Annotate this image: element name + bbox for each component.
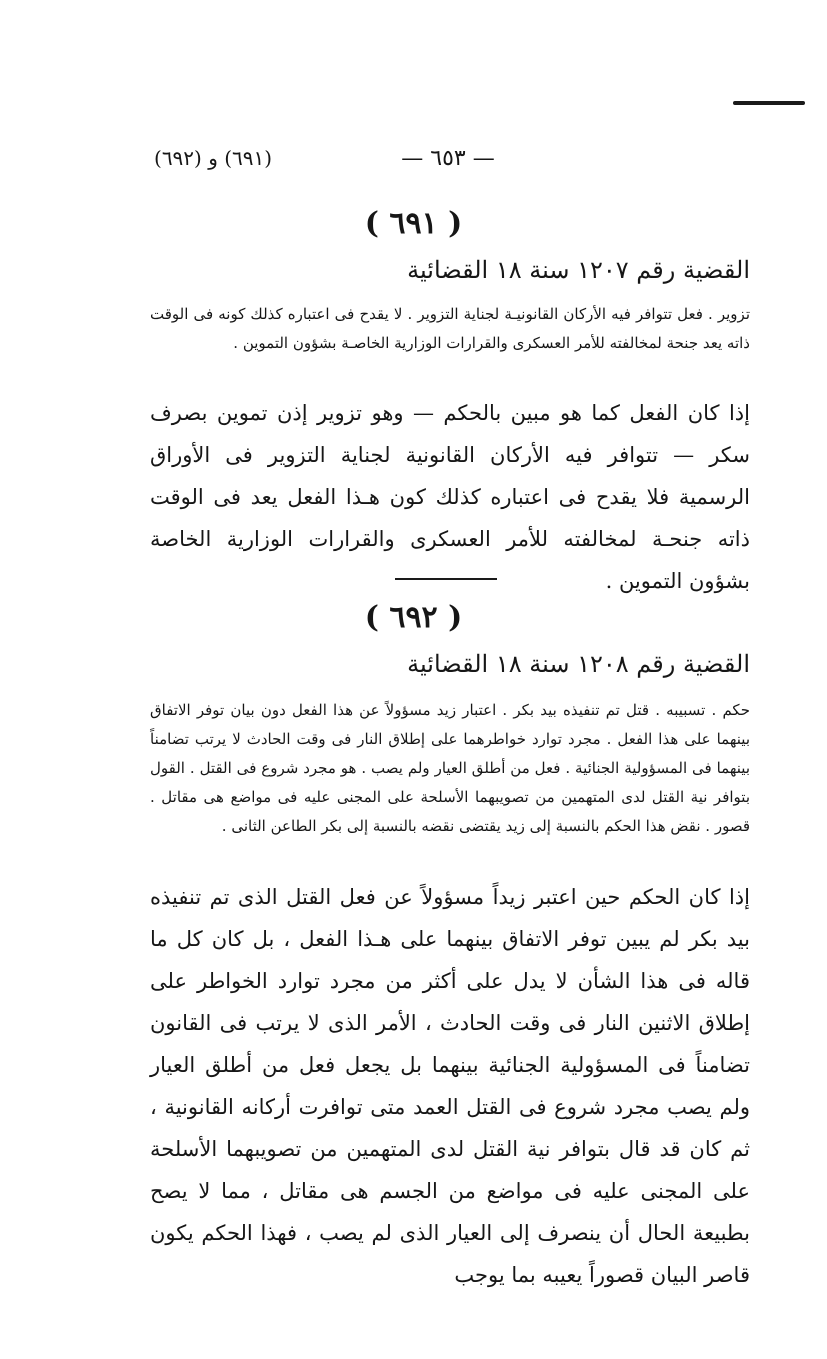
- case-body-691: إذا كان الفعل كما هو مبين بالحكم — وهو تزوير إذن تموين بصرف سكر — تتوافر فيه الأركان القانونية لجناية التزوير فى الأوراق الرسمية فلا يقدح فى اعتباره كذلك كون هـذا الفعل يعد فى الوقت ذاته جنحـة لمخالفته للأمر العسكرى والقرارات الوزارية الخاصة بشؤون التموين .: [150, 401, 750, 593]
- case-reference-691: القضية رقم ١٢٠٧ سنة ١٨ القضائية: [407, 256, 750, 284]
- header-case-range: (٦٩١) و (٦٩٢): [154, 146, 273, 170]
- case-number-691: ( ٦٩١ ): [364, 206, 463, 241]
- case-summary-691: تزوير . فعل تتوافر فيه الأركان القانونيـة لجناية التزوير . لا يقدح فى اعتباره كذلك كونه فى الوقت ذاته يعد جنحة لمخالفته للأمر العسكرى والقرارات الوزارية الخاصـة بشؤون التموين .: [150, 305, 750, 352]
- section-divider: [395, 578, 497, 580]
- page-edge-mark: [733, 101, 805, 105]
- case-reference-692: القضية رقم ١٢٠٨ سنة ١٨ القضائية: [407, 650, 750, 678]
- case-summary-692: حكم . تسبيبه . قتل تم تنفيذه بيد بكر . اعتبار زيد مسؤولاً عن هذا الفعل دون بيان توفر الاتفاق بينهما على هذا الفعل . مجرد توارد خواطرهما على إطلاق النار فى وقت الحادث لا يرتب تضامناً بينهما فى المسؤولية الجنائية . فعل من أطلق العيار ولم يصب . هو مجرد شروع فى القتل . القول بتوافر نية القتل لدى المتهمين من تصويبهما الأسلحة على المجنى عليه فى مواضع هى مقاتل . قصور . نقض هذا الحكم بالنسبة إلى زيد يقتضى نقضه بالنسبة إلى بكر الطاعن الثانى .: [150, 701, 750, 835]
- page-number: — ٦٥٣ —: [401, 146, 495, 171]
- case-number-692: ( ٦٩٢ ): [364, 600, 463, 635]
- running-header: [118, 146, 709, 174]
- case-body-692: إذا كان الحكم حين اعتبر زيداً مسؤولاً عن فعل القتل الذى تم تنفيذه بيد بكر لم يبين توفر الاتفاق بينهما على هـذا الفعل ، بل كان كل ما قاله فى هذا الشأن لا يدل على أكثر من مجرد توارد الخواطر على إطلاق الاثنين النار فى وقت الحادث ، الأمر الذى لا يرتب فى القانون تضامناً فى المسؤولية الجنائية بينهما بل يجعل فعل من أطلق العيار ولم يصب مجرد شروع فى القتل العمد متى توافرت أركانه القانونية ، ثم كان قد قال بتوافر نية القتل لدى المتهمين من تصويبهما الأسلحة على المجنى عليه فى مواضع من الجسم هى مقاتل ، مما لا يصح بطبيعة الحال أن ينصرف إلى العيار الذى لم يصب ، فهذا الحكم يكون قاصر البيان قصوراً يعيبه بما يوجب: [150, 885, 750, 1287]
